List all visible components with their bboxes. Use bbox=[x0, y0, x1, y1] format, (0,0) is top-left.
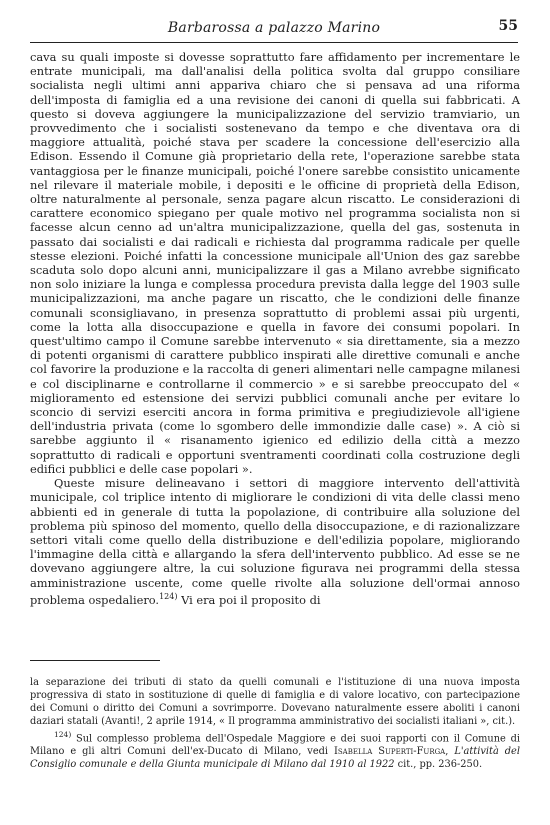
footnote-separator bbox=[30, 660, 160, 661]
footnote-continuation: la separazione dei tributi di stato da quelli comunali e l'istituzione di una nuova imposta progressiva di stato in sostituzione di quelle di famiglia e di valore locativo, con partecipazione dei Comuni o diritto dei Comuni a sovrimporre. Dovevano naturalmente essere aboliti i canoni daziari statali (Avanti!, 2 aprile 1914, « Il programma amministrativo dei socialisti italiani », cit.). bbox=[30, 677, 520, 727]
footnote-124 bbox=[30, 728, 520, 771]
running-header bbox=[30, 14, 518, 43]
running-title: Barbarossa a palazzo Marino bbox=[167, 20, 381, 36]
paragraph-text: Queste misure delineavano i settori di maggiore intervento dell'attività municipale, col triplice intento di migliorare le condizioni di vita delle classi meno abbienti ed in generale di tutta la popolazione, di contribuire alla soluzione del problema più spinoso del momento, quello della disoccupazione, e di razionalizzare settori vitali come quello della distribuzione e dell'edilizia popolare, migliorando l'immagine della città e allargando la sfera dell'intervento pubblico. Ad esse se ne dovevano aggiungere altre, la cui soluzione figurava nei programmi della stessa amministrazione uscente, come quelle rivolte alla soluzione dell'ormai annoso problema ospedaliero. bbox=[30, 476, 520, 607]
footnote-reference[interactable]: 124) bbox=[159, 591, 178, 601]
footnote-number: 124) bbox=[54, 730, 72, 739]
footnote-text: Sul complesso problema dell'Ospedale Maggiore e dei suoi rapporti con il Comune di Milano e gli altri Comuni dell'ex-Ducato di Milano, vedi bbox=[30, 733, 520, 758]
paragraph-text-tail: Vi era poi il proposito di bbox=[177, 592, 321, 607]
main-text bbox=[30, 50, 520, 607]
page-number: 55 bbox=[498, 18, 518, 34]
paragraph: cava su quali imposte si dovesse soprattutto fare affidamento per incrementare le entrate municipali, ma dall'analisi della politica svolta dal gruppo consiliare socialista negli ultimi anni appariva chiaro che si pensava ad una riforma dell'imposta di famiglia ed a una revisione dei canoni di quella sui fabbricati. A questo si doveva aggiungere la municipalizzazione del servizio tramviario, un provvedimento che i socialisti sostenevano da tempo e che diventava ora di maggiore attualità, poiché stava per scadere la concessione dell'esercizio alla Edison. Essendo il Comune già proprietario della rete, l'operazione sarebbe stata vantaggiosa per le finanze municipali, poiché l'onere sarebbe consistito unicamente nel rilevare il materiale mobile, i depositi e le officine di proprietà della Edison, oltre naturalmente al personale, senza pagare alcun riscatto. Le considerazioni di carattere economico spiegano per quale motivo nel programma socialista non si facesse alcun cenno ad un'altra municipalizzazione, quella del gas, sostenuta in passato dai socialisti e dai radicali e richiesta dal programma radicale per quelle stesse elezioni. Poiché infatti la concessione municipale all'Union des gaz sarebbe scaduta solo dopo alcuni anni, municipalizzare il gas a Milano avrebbe significato non solo iniziare la lunga e complessa procedura prevista dalla legge del 1903 sulle municipalizzazioni, ma anche pagare un riscatto, che le condizioni delle finanze comunali sconsigliavano, in presenza soprattutto di problemi assai più urgenti, come la lotta alla disoccupazione e quella in favore dei consumi popolari. In quest'ultimo campo il Comune sarebbe intervenuto « sia direttamente, sia a mezzo di potenti organismi di carattere pubblico inspirati alle direttive comunali e anche col favorire la produzione e la raccolta di generi alimentari nelle campagne milanesi e col disciplinarne e controllarne il commercio » e si sarebbe preoccupato del « miglioramento ed estensione dei servizi pubblici comunali anche per evitare lo sconcio di servizi eserciti ancora in forma primitiva e pregiudizievole all'igiene dell'industria privata (come lo sgombero delle immondizie dalle case) ». A ciò si sarebbe aggiunto il « risanamento igienico ed edilizio della città a mezzo soprattutto di radicali e opportuni sventramenti coordinati colla costruzione degli edifici pubblici e delle case popolari ». bbox=[30, 50, 520, 476]
footnotes bbox=[30, 676, 520, 771]
footnote-author: Isabella Superti-Furga bbox=[334, 746, 446, 758]
footnote-work-title: L'attività del Consiglio comunale e della Giunta municipale di Milano dal 1910 al 1922 bbox=[30, 746, 520, 771]
footnote-separator-text: , bbox=[445, 746, 455, 758]
paragraph bbox=[30, 476, 520, 607]
footnote-citation: cit., pp. 236-250. bbox=[394, 759, 483, 771]
